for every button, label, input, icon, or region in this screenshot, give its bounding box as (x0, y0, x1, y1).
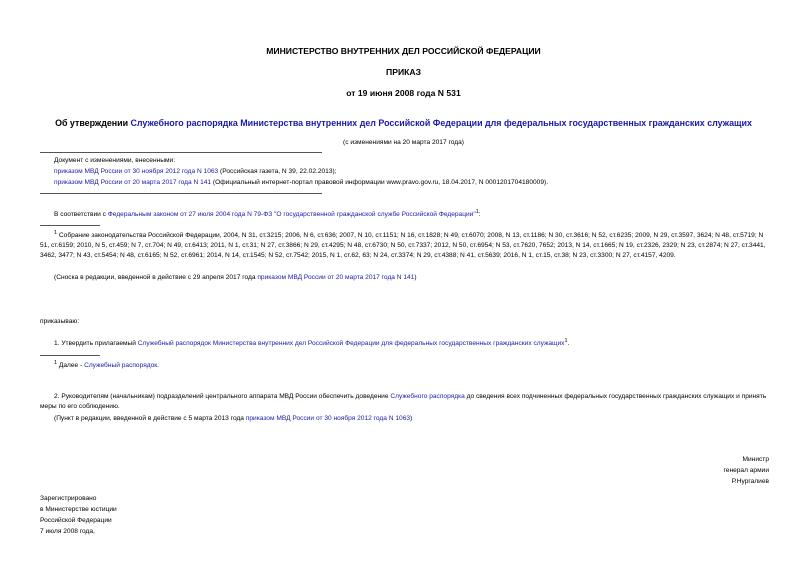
footnote-1-note-prefix: (Сноска в редакции, введенной в действие с 29 апреля 2017 года (54, 274, 258, 281)
order-word: приказываю: (40, 318, 80, 325)
divider-bottom (40, 193, 322, 194)
footnote-2-mark: 1 (54, 360, 58, 366)
footnote-divider-2 (40, 355, 100, 356)
footnote-1-note (54, 273, 417, 283)
footnote-mark[interactable]: 1 (475, 209, 479, 215)
footnote-2-tail: . (157, 362, 160, 370)
change-item-2 (54, 178, 548, 188)
title-link[interactable]: Служебного распорядка Министерства внутренних дел Российской Федерации для федеральных государственных гражданских служащих (130, 118, 752, 128)
change-link-2[interactable]: приказом МВД России от 20 марта 2017 года N 141 (54, 179, 212, 186)
item-1-footnote-mark[interactable]: 1 (564, 338, 568, 344)
change-tail-2: (Официальный интернет-портал правовой информации www.pravo.gov.ru, 18.04.2017, N 0001201704180009). (211, 179, 549, 186)
item-2-tail: до сведения всех подчиненных федеральных государственных гражданских служащих и принять меры по его соблюдению. (40, 393, 767, 410)
item-2-prefix: 2. Руководителям (начальникам) подразделений центрального аппарата МВД России обеспечить доведение (54, 393, 391, 400)
federal-law-link[interactable]: Федеральным законом от 27 июля 2004 года N 79-ФЗ "О государственной гражданской службе Российской Федерации" (107, 211, 476, 219)
signature-name: Р.Нургалиев (731, 478, 769, 485)
signature-rank: генерал армии (723, 467, 769, 474)
change-item-1 (54, 167, 337, 177)
change-tail-1: (Российская газета, N 39, 22.02.2013); (218, 168, 337, 175)
item-2 (40, 392, 770, 412)
item-1-prefix: 1. Утвердить прилагаемый (54, 340, 138, 348)
footnote-2-prefix: Далее - (57, 362, 85, 370)
ministry-heading: МИНИСТЕРСТВО ВНУТРЕННИХ ДЕЛ РОССИЙСКОЙ ФЕДЕРАЦИИ (266, 46, 541, 56)
footnote-1-mark: 1 (54, 230, 58, 236)
change-link-1[interactable]: приказом МВД России от 30 ноября 2012 года N 1063 (54, 168, 219, 175)
footnote-2-link[interactable]: Служебный распорядок (84, 362, 158, 370)
footnote-1-text: Собрание законодательства Российской Федерации, 2004, N 31, ст.3215; 2006, N 6, ст.636; 2007, N 10, ст.1151; N 16, ст.1828; N 49, ст.6070; 2008, N 13, ст.1186; N 30, ст.3616; N 52, ст.6235; 2009, N 29, ст.3597, 3624; N 48, ст.5719; N 51, ст.6159; 2010, N 5, ст.459; N 7, ст.704; N 49, ст.6413; 2011, N 1, ст.31; N 27, ст.3866; N 29, ст.4295; N 48, ст.6730; N 50, ст.7337; 2012, N 50, ст.6954; N 53, ст.7620, 7652; 2013, N 14, ст.1665; N 19, ст.2326, 2329; N 23, ст.2874; N 27, ст.3441, 3462, 3477; N 43, ст.5454; N 48, ст.6165; N 52, ст.6961; 2014, N 14, ст.1545; N 52, ст.7542; 2015, N 1, ст.62, 63; N 24, ст.3374; N 29, ст.4388; N 41, ст.5639; 2016, N 1, ст.15, ст.38; N 23, ст.3300; N 27, ст.4157, 4209. (40, 232, 766, 260)
item-2-note-link[interactable]: приказом МВД России от 30 ноября 2012 года N 1063 (245, 415, 411, 422)
footnote-divider-1 (40, 225, 100, 226)
item-1 (54, 336, 569, 349)
doc-type-heading: ПРИКАЗ (386, 67, 421, 77)
preamble-tail: : (478, 211, 481, 219)
edition-note: (с изменениями на 20 марта 2017 года) (343, 139, 464, 146)
divider-top (40, 152, 322, 153)
signature-title: Министр (742, 456, 769, 463)
registration-line-2: в Министерстве юстиции (40, 506, 117, 513)
registration-line-3: Российской Федерации (40, 517, 112, 524)
item-2-note-prefix: (Пункт в редакции, введенной в действие с 5 марта 2013 года (54, 415, 246, 422)
item-2-note (54, 414, 412, 424)
footnote-1-note-tail: ) (414, 274, 417, 281)
title-prefix: Об утверждении (55, 118, 131, 128)
registration-line-4: 7 июля 2008 года, (40, 528, 95, 535)
page-title (0, 118, 807, 128)
changes-intro: Документ с изменениями, внесенными: (54, 157, 176, 164)
footnote-1 (40, 228, 770, 261)
item-2-note-tail: ) (410, 415, 413, 422)
footnote-1-note-link[interactable]: приказом МВД России от 20 марта 2017 года N 141 (257, 274, 415, 281)
item-1-tail: . (567, 340, 570, 348)
registration-line-1: Зарегистрировано (40, 495, 97, 502)
item-2-link[interactable]: Служебного распорядка (390, 393, 465, 400)
preamble-prefix: В соответствии с (54, 211, 108, 219)
service-regulations-link[interactable]: Служебный распорядок Министерства внутренних дел Российской Федерации для федеральных государственных гражданских служащих (137, 340, 565, 348)
doc-date-number: от 19 июня 2008 года N 531 (346, 88, 461, 98)
footnote-2 (54, 358, 159, 371)
preamble (54, 207, 481, 220)
